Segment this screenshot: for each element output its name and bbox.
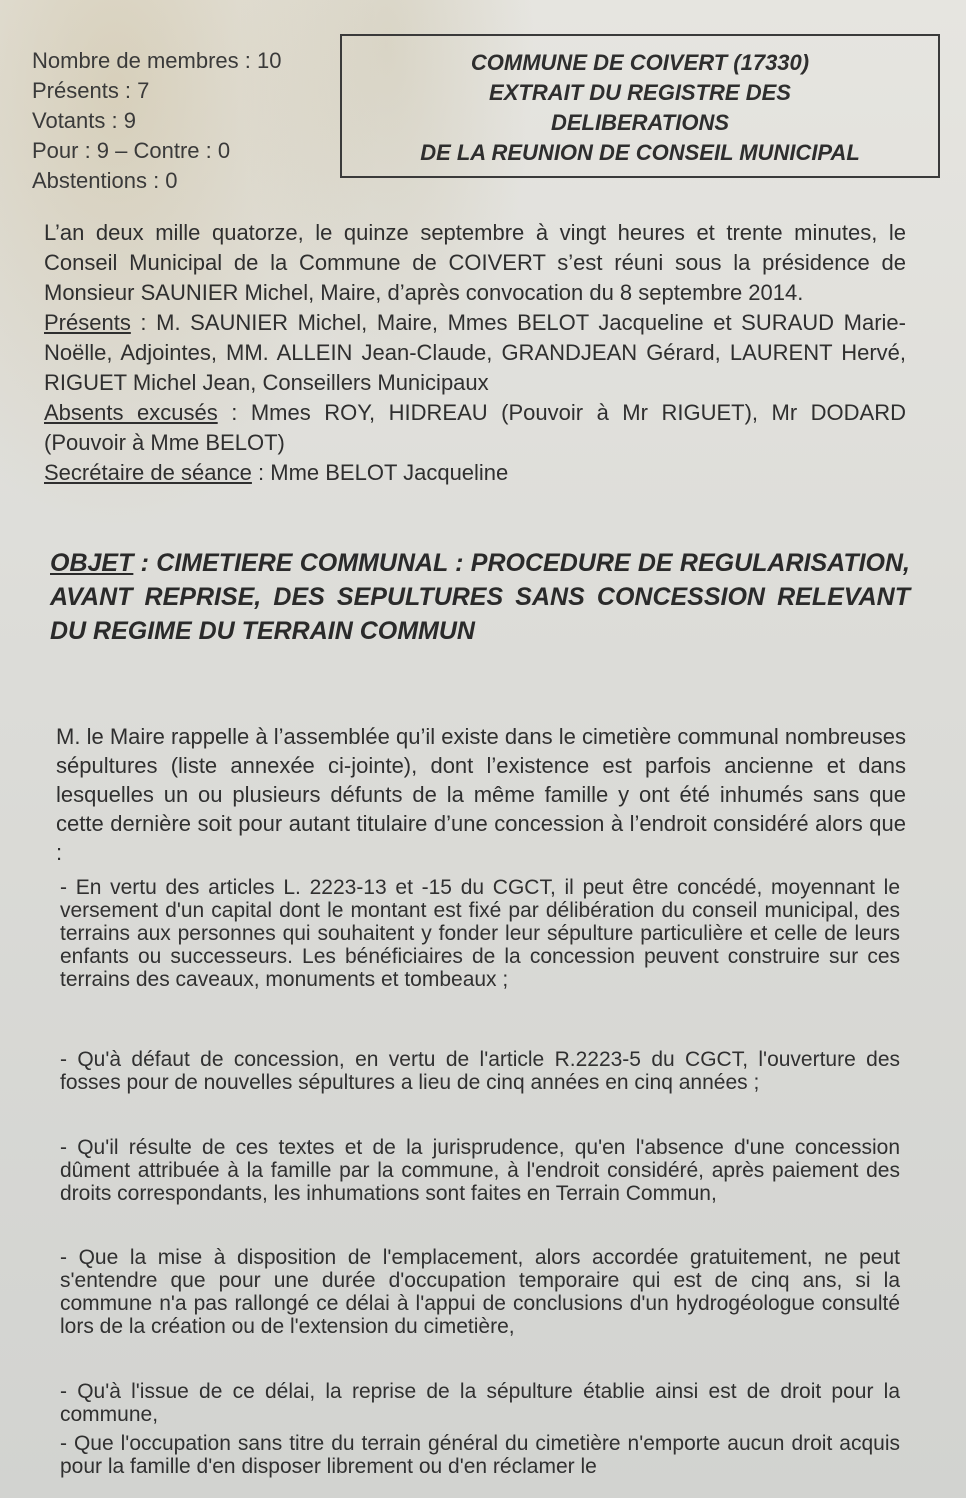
absents-text: : Mmes ROY, HIDREAU (Pouvoir à Mr RIGUET), Mr DODARD (Pouvoir à Mme BELOT) <box>44 400 906 455</box>
stat-presents: Présents : 7 <box>32 78 150 103</box>
header-box <box>340 34 940 178</box>
absents-label: Absents excusés <box>44 400 218 425</box>
intro-paragraph: L’an deux mille quatorze, le quinze septembre à vingt heures et trente minutes, le Conseil Municipal de la Commune de COIVERT s’est réuni sous la présidence de Monsieur SAUNIER Michel, Maire, d’après convocation du 8 septembre 2014. <box>44 220 906 305</box>
bullet-item-4: - Que la mise à disposition de l'emplacement, alors accordée gratuitement, ne peut s'entendre que pour une durée d'occupation temporaire qui est de cinq ans, si la commune n'a pas rallongé ce délai à l'appui de conclusions d'un hydrogéologue consulté lors de la création ou de l'extension du cimetière, <box>60 1246 900 1338</box>
header-line-4: DE LA REUNION DE CONSEIL MUNICIPAL <box>420 140 860 165</box>
secretaire-text: : Mme BELOT Jacqueline <box>251 460 509 485</box>
presents-label: Présents <box>44 310 131 335</box>
bullet-item-6: - Que l'occupation sans titre du terrain général du cimetière n'emporte aucun droit acquis pour la famille d'en disposer librement ou d'en réclamer le <box>60 1432 900 1478</box>
bullet-item-1: - En vertu des articles L. 2223-13 et -15 du CGCT, il peut être concédé, moyennant le versement d'un capital dont le montant est fixé par délibération du conseil municipal, des terrains aux personnes qui souhaitent y fonder leur sépulture particulière et celle de leurs enfants ou successeurs. Les bénéficiaires de la concession peuvent construire sur ces terrains des caveaux, monuments et tombeaux ; <box>60 876 900 991</box>
absents-line <box>44 398 906 458</box>
presents-line <box>44 308 906 398</box>
stat-abstentions: Abstentions : 0 <box>32 168 178 193</box>
presents-text: : M. SAUNIER Michel, Maire, Mmes BELOT Jacqueline et SURAUD Marie-Noëlle, Adjointes, MM. ALLEIN Jean-Claude, GRANDJEAN Gérard, LAURENT Hervé, RIGUET Michel Jean, Conseillers Municipaux <box>44 310 906 395</box>
vote-stats <box>32 46 281 196</box>
bullet-item-5: - Qu'à l'issue de ce délai, la reprise de la sépulture établie ainsi est de droit pour la commune, <box>60 1380 900 1426</box>
secretaire-line <box>44 458 906 488</box>
objet-label: OBJET <box>50 549 134 577</box>
bullet-item-2: - Qu'à défaut de concession, en vertu de l'article R.2223-5 du CGCT, l'ouverture des fosses pour de nouvelles sépultures a lieu de cinq années en cinq années ; <box>60 1048 900 1094</box>
objet-text: : CIMETIERE COMMUNAL : PROCEDURE DE REGULARISATION, AVANT REPRISE, DES SEPULTURES SANS CONCESSION RELEVANT DU REGIME DU TERRAIN COMMUN <box>50 549 910 645</box>
secretaire-label: Secrétaire de séance <box>44 460 252 485</box>
stat-votants: Votants : 9 <box>32 108 136 133</box>
stat-pour-contre: Pour : 9 – Contre : 0 <box>32 138 231 163</box>
header-line-1: COMMUNE DE COIVERT (17330) <box>470 50 810 75</box>
stat-membres: Nombre de membres : 10 <box>32 48 282 73</box>
header-line-2: EXTRAIT DU REGISTRE DES <box>489 80 791 105</box>
bullet-item-3: - Qu'il résulte de ces textes et de la jurisprudence, qu'en l'absence d'une concession dûment attribuée à la famille par la commune, à l'endroit considéré, après paiement des droits correspondants, les inhumations sont faites en Terrain Commun, <box>60 1136 900 1205</box>
header-line-3: DELIBERATIONS <box>550 110 730 135</box>
intro-section <box>44 218 906 488</box>
body-paragraph-1: M. le Maire rappelle à l’assemblée qu’il existe dans le cimetière communal nombreuses sépultures (liste annexée ci-jointe), dont l’existence est parfois ancienne et dans lesquelles un ou plusieurs défunts de la même famille y ont été inhumés sans que cette dernière soit pour autant titulaire d’une concession à l’endroit considéré alors que : <box>56 724 906 865</box>
objet-heading <box>50 546 910 648</box>
